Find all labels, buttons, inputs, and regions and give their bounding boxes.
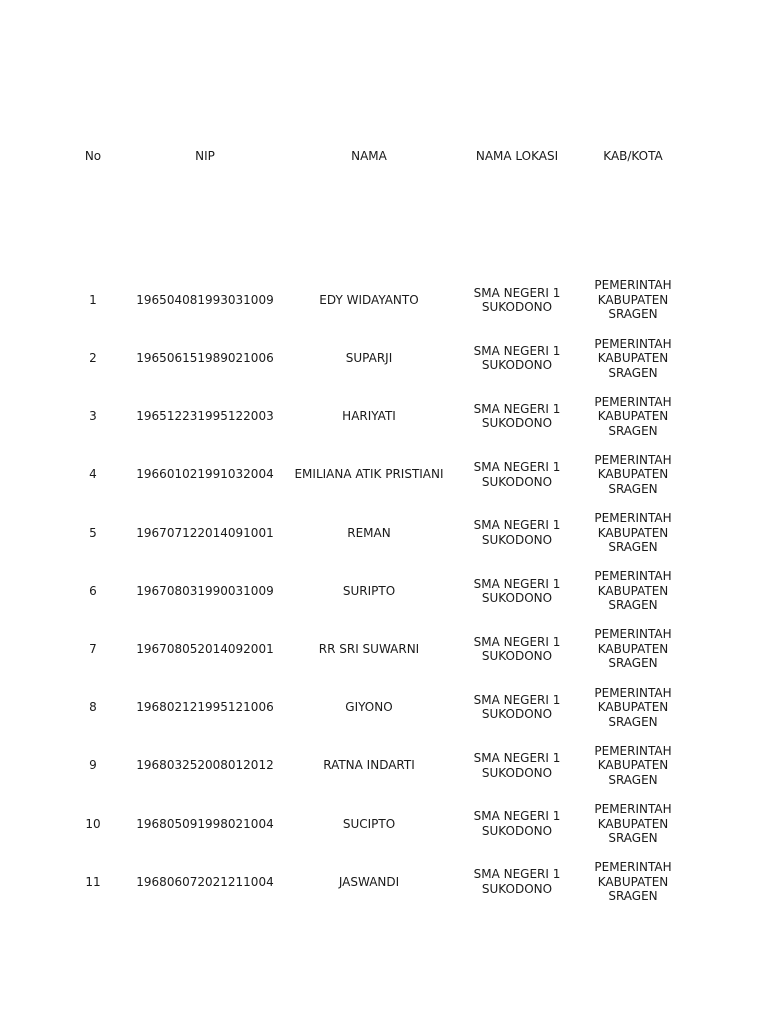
cell-nama-lokasi bbox=[456, 737, 578, 795]
cell-no: 11 bbox=[85, 874, 101, 889]
table-row bbox=[58, 329, 688, 387]
cell-kab-kota-text: PEMERINTAH KABUPATEN SRAGEN bbox=[594, 627, 672, 671]
cell-no: 9 bbox=[89, 758, 97, 773]
cell-nama-lokasi-text: SMA NEGERI 1 SUKODONO bbox=[473, 809, 561, 838]
cell-nama-lokasi bbox=[456, 678, 578, 736]
cell-no: 10 bbox=[85, 816, 101, 831]
cell-kab-kota-text: PEMERINTAH KABUPATEN SRAGEN bbox=[594, 452, 672, 496]
cell-kab-kota-text: PEMERINTAH KABUPATEN SRAGEN bbox=[594, 278, 672, 322]
cell-nip: 196806072021211004 bbox=[136, 874, 274, 889]
cell-no: 1 bbox=[89, 292, 97, 307]
cell-nip: 196805091998021004 bbox=[136, 816, 274, 831]
cell-nama-lokasi-text: SMA NEGERI 1 SUKODONO bbox=[473, 518, 561, 547]
cell-nama-lokasi bbox=[456, 620, 578, 678]
cell-nama: SUCIPTO bbox=[342, 816, 396, 831]
cell-kab-kota bbox=[578, 329, 688, 387]
cell-nama-lokasi bbox=[456, 795, 578, 853]
cell-no: 7 bbox=[89, 641, 97, 656]
cell-nip: 196512231995122003 bbox=[136, 409, 274, 424]
cell-nip: 196707122014091001 bbox=[136, 525, 274, 540]
cell-nama-lokasi-text: SMA NEGERI 1 SUKODONO bbox=[473, 285, 561, 315]
cell-nama-lokasi-text: SMA NEGERI 1 SUKODONO bbox=[473, 576, 561, 606]
cell-nip: 196506151989021006 bbox=[136, 351, 274, 366]
table-header bbox=[58, 137, 688, 175]
cell-kab-kota bbox=[578, 271, 688, 329]
cell-no: 6 bbox=[89, 583, 97, 598]
cell-no: 8 bbox=[89, 700, 97, 715]
cell-nama-lokasi bbox=[456, 562, 578, 620]
cell-kab-kota-text: PEMERINTAH KABUPATEN SRAGEN bbox=[594, 569, 672, 613]
cell-nip: 196504081993031009 bbox=[136, 292, 274, 307]
cell-kab-kota-text: PEMERINTAH KABUPATEN SRAGEN bbox=[594, 802, 672, 846]
table-row bbox=[58, 737, 688, 795]
cell-nama-lokasi-text: SMA NEGERI 1 SUKODONO bbox=[473, 751, 561, 780]
cell-nama-lokasi-text: SMA NEGERI 1 SUKODONO bbox=[473, 460, 561, 489]
cell-nama: SURIPTO bbox=[342, 583, 396, 598]
table-row bbox=[58, 446, 688, 504]
cell-nama: GIYONO bbox=[345, 700, 393, 715]
cell-nama-lokasi bbox=[456, 446, 578, 504]
cell-nip: 196708031990031009 bbox=[136, 583, 274, 598]
table-row bbox=[58, 678, 688, 736]
cell-kab-kota-text: PEMERINTAH KABUPATEN SRAGEN bbox=[594, 336, 672, 380]
cell-kab-kota bbox=[578, 446, 688, 504]
table-row bbox=[58, 620, 688, 678]
cell-nama: RR SRI SUWARNI bbox=[318, 641, 420, 656]
table-row bbox=[58, 853, 688, 911]
cell-nip: 196601021991032004 bbox=[136, 467, 274, 482]
table-row bbox=[58, 271, 688, 329]
table-body bbox=[58, 271, 688, 911]
cell-nama: JASWANDI bbox=[338, 874, 400, 889]
spacer-row bbox=[58, 175, 688, 271]
header-nama-lokasi: NAMA LOKASI bbox=[475, 148, 559, 163]
cell-kab-kota bbox=[578, 504, 688, 562]
cell-kab-kota bbox=[578, 737, 688, 795]
cell-no: 3 bbox=[89, 409, 97, 424]
cell-nama-lokasi bbox=[456, 329, 578, 387]
cell-no: 5 bbox=[89, 525, 97, 540]
cell-nama: HARIYATI bbox=[342, 409, 396, 424]
cell-kab-kota bbox=[578, 853, 688, 911]
header-row bbox=[58, 137, 688, 175]
cell-nama: EDY WIDAYANTO bbox=[319, 292, 419, 307]
table-row bbox=[58, 562, 688, 620]
cell-kab-kota bbox=[578, 620, 688, 678]
cell-kab-kota-text: PEMERINTAH KABUPATEN SRAGEN bbox=[594, 860, 672, 904]
cell-nama-lokasi-text: SMA NEGERI 1 SUKODONO bbox=[473, 401, 561, 431]
header-nip: NIP bbox=[195, 148, 215, 163]
header-nama: NAMA bbox=[351, 148, 387, 163]
header-no: No bbox=[84, 148, 102, 163]
cell-nama-lokasi bbox=[456, 387, 578, 445]
staff-table bbox=[58, 137, 688, 911]
cell-nip: 196802121995121006 bbox=[136, 700, 274, 715]
cell-kab-kota-text: PEMERINTAH KABUPATEN SRAGEN bbox=[594, 511, 672, 555]
table-row bbox=[58, 504, 688, 562]
cell-kab-kota-text: PEMERINTAH KABUPATEN SRAGEN bbox=[594, 394, 672, 438]
cell-kab-kota-text: PEMERINTAH KABUPATEN SRAGEN bbox=[594, 743, 672, 787]
cell-kab-kota bbox=[578, 562, 688, 620]
cell-nama-lokasi-text: SMA NEGERI 1 SUKODONO bbox=[473, 692, 561, 722]
cell-nama-lokasi-text: SMA NEGERI 1 SUKODONO bbox=[473, 343, 561, 373]
cell-nama: EMILIANA ATIK PRISTIANI bbox=[294, 467, 444, 482]
cell-no: 4 bbox=[89, 467, 97, 482]
cell-kab-kota-text: PEMERINTAH KABUPATEN SRAGEN bbox=[594, 685, 672, 729]
cell-nama-lokasi-text: SMA NEGERI 1 SUKODONO bbox=[473, 634, 561, 664]
cell-nama-lokasi bbox=[456, 853, 578, 911]
cell-nama: SUPARJI bbox=[345, 351, 393, 366]
cell-nip: 196708052014092001 bbox=[136, 641, 274, 656]
cell-nama: REMAN bbox=[347, 525, 391, 540]
cell-no: 2 bbox=[89, 351, 97, 366]
cell-nama: RATNA INDARTI bbox=[323, 758, 415, 773]
cell-kab-kota bbox=[578, 678, 688, 736]
cell-nip: 196803252008012012 bbox=[136, 758, 274, 773]
table-row bbox=[58, 795, 688, 853]
cell-nama-lokasi bbox=[456, 504, 578, 562]
cell-kab-kota bbox=[578, 795, 688, 853]
cell-nama-lokasi-text: SMA NEGERI 1 SUKODONO bbox=[473, 867, 561, 896]
header-kab-kota: KAB/KOTA bbox=[603, 148, 663, 163]
cell-nama-lokasi bbox=[456, 271, 578, 329]
table-row bbox=[58, 387, 688, 445]
cell-kab-kota bbox=[578, 387, 688, 445]
